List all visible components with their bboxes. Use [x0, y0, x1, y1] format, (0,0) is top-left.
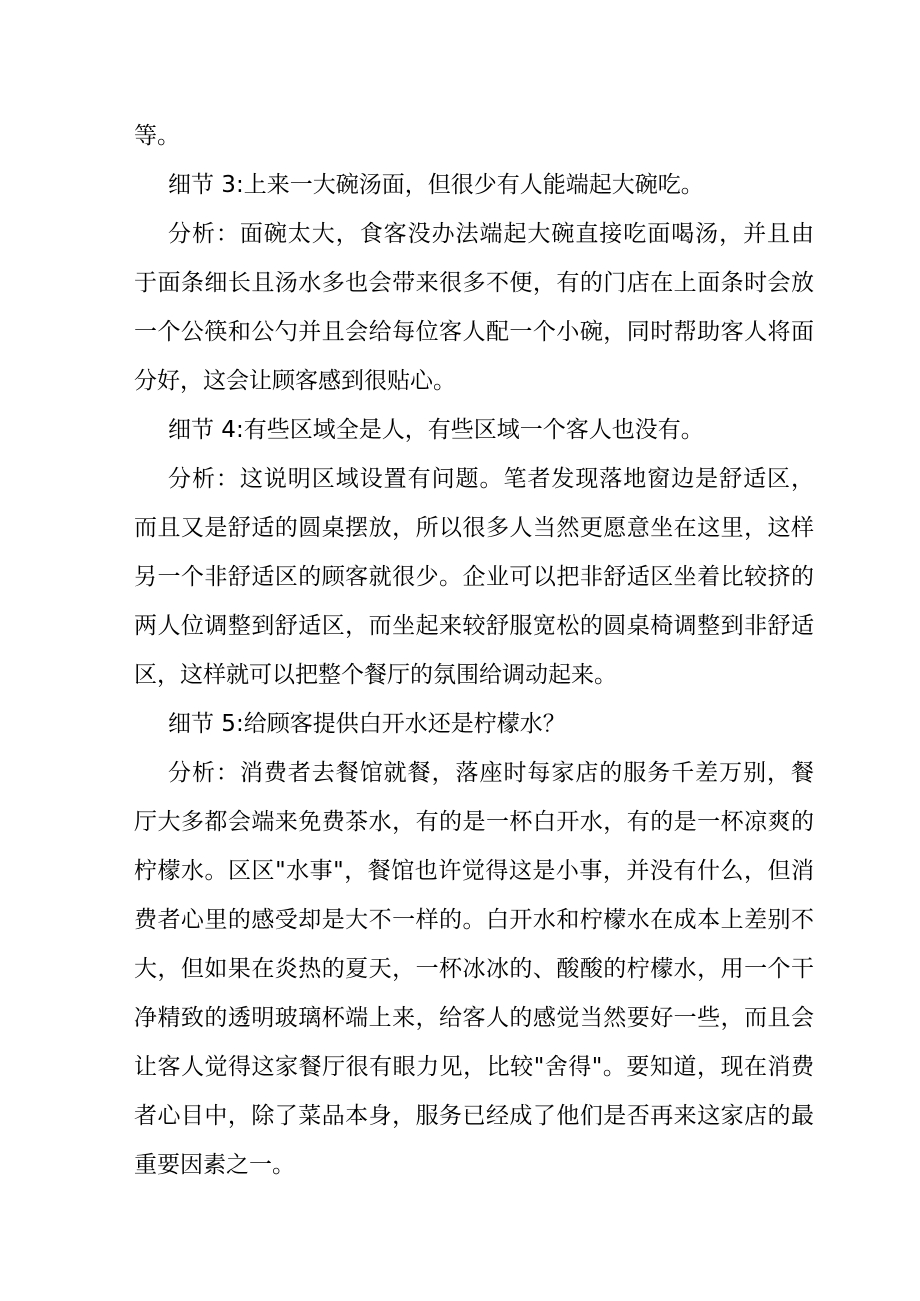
- text-line: 区，这样就可以把整个餐厅的氛围给调动起来。: [134, 662, 617, 688]
- text-line: 细节 3:上来一大碗汤面，但很少有人能端起大碗吃。: [168, 172, 704, 198]
- text-line: 大，但如果在炎热的夏天，一杯冰冰的、酸酸的柠檬水，用一个干: [134, 956, 814, 982]
- text-line: 一个公筷和公勺并且会给每位客人配一个小碗，同时帮助客人将面: [134, 319, 814, 345]
- text-line: 细节 5:给顾客提供白开水还是柠檬水？: [168, 711, 566, 737]
- text-line: 净精致的透明玻璃杯端上来，给客人的感觉当然要好一些，而且会: [134, 1005, 814, 1031]
- text-line: 者心目中，除了菜品本身，服务已经成了他们是否再来这家店的最: [134, 1103, 814, 1129]
- text-line: 细节 4:有些区域全是人，有些区域一个客人也没有。: [168, 417, 704, 443]
- text-line: 分好，这会让顾客感到很贴心。: [134, 368, 456, 394]
- text-line: 重要因素之一。: [134, 1152, 295, 1178]
- text-line: 让客人觉得这家餐厅很有眼力见，比较"舍得"。要知道，现在消费: [134, 1054, 814, 1080]
- text-line: 分析：消费者去餐馆就餐，落座时每家店的服务千差万别，餐: [168, 760, 814, 786]
- text-line: 费者心里的感受却是大不一样的。白开水和柠檬水在成本上差别不: [134, 907, 814, 933]
- text-line: 分析：面碗太大，食客没办法端起大碗直接吃面喝汤，并且由: [168, 221, 814, 247]
- text-line: 而且又是舒适的圆桌摆放，所以很多人当然更愿意坐在这里，这样: [134, 515, 814, 541]
- text-line: 于面条细长且汤水多也会带来很多不便，有的门店在上面条时会放: [134, 270, 814, 296]
- text-line: 分析：这说明区域设置有问题。笔者发现落地窗边是舒适区，: [168, 466, 814, 492]
- text-line: 两人位调整到舒适区，而坐起来较舒服宽松的圆桌椅调整到非舒适: [134, 613, 814, 639]
- text-line: 另一个非舒适区的顾客就很少。企业可以把非舒适区坐着比较挤的: [134, 564, 814, 590]
- text-line: 柠檬水。区区"水事"，餐馆也许觉得这是小事，并没有什么，但消: [134, 858, 814, 884]
- text-line: 厅大多都会端来免费茶水，有的是一杯白开水，有的是一杯凉爽的: [134, 809, 814, 835]
- text-line: 等。: [134, 123, 180, 149]
- document-body: [134, 112, 814, 1190]
